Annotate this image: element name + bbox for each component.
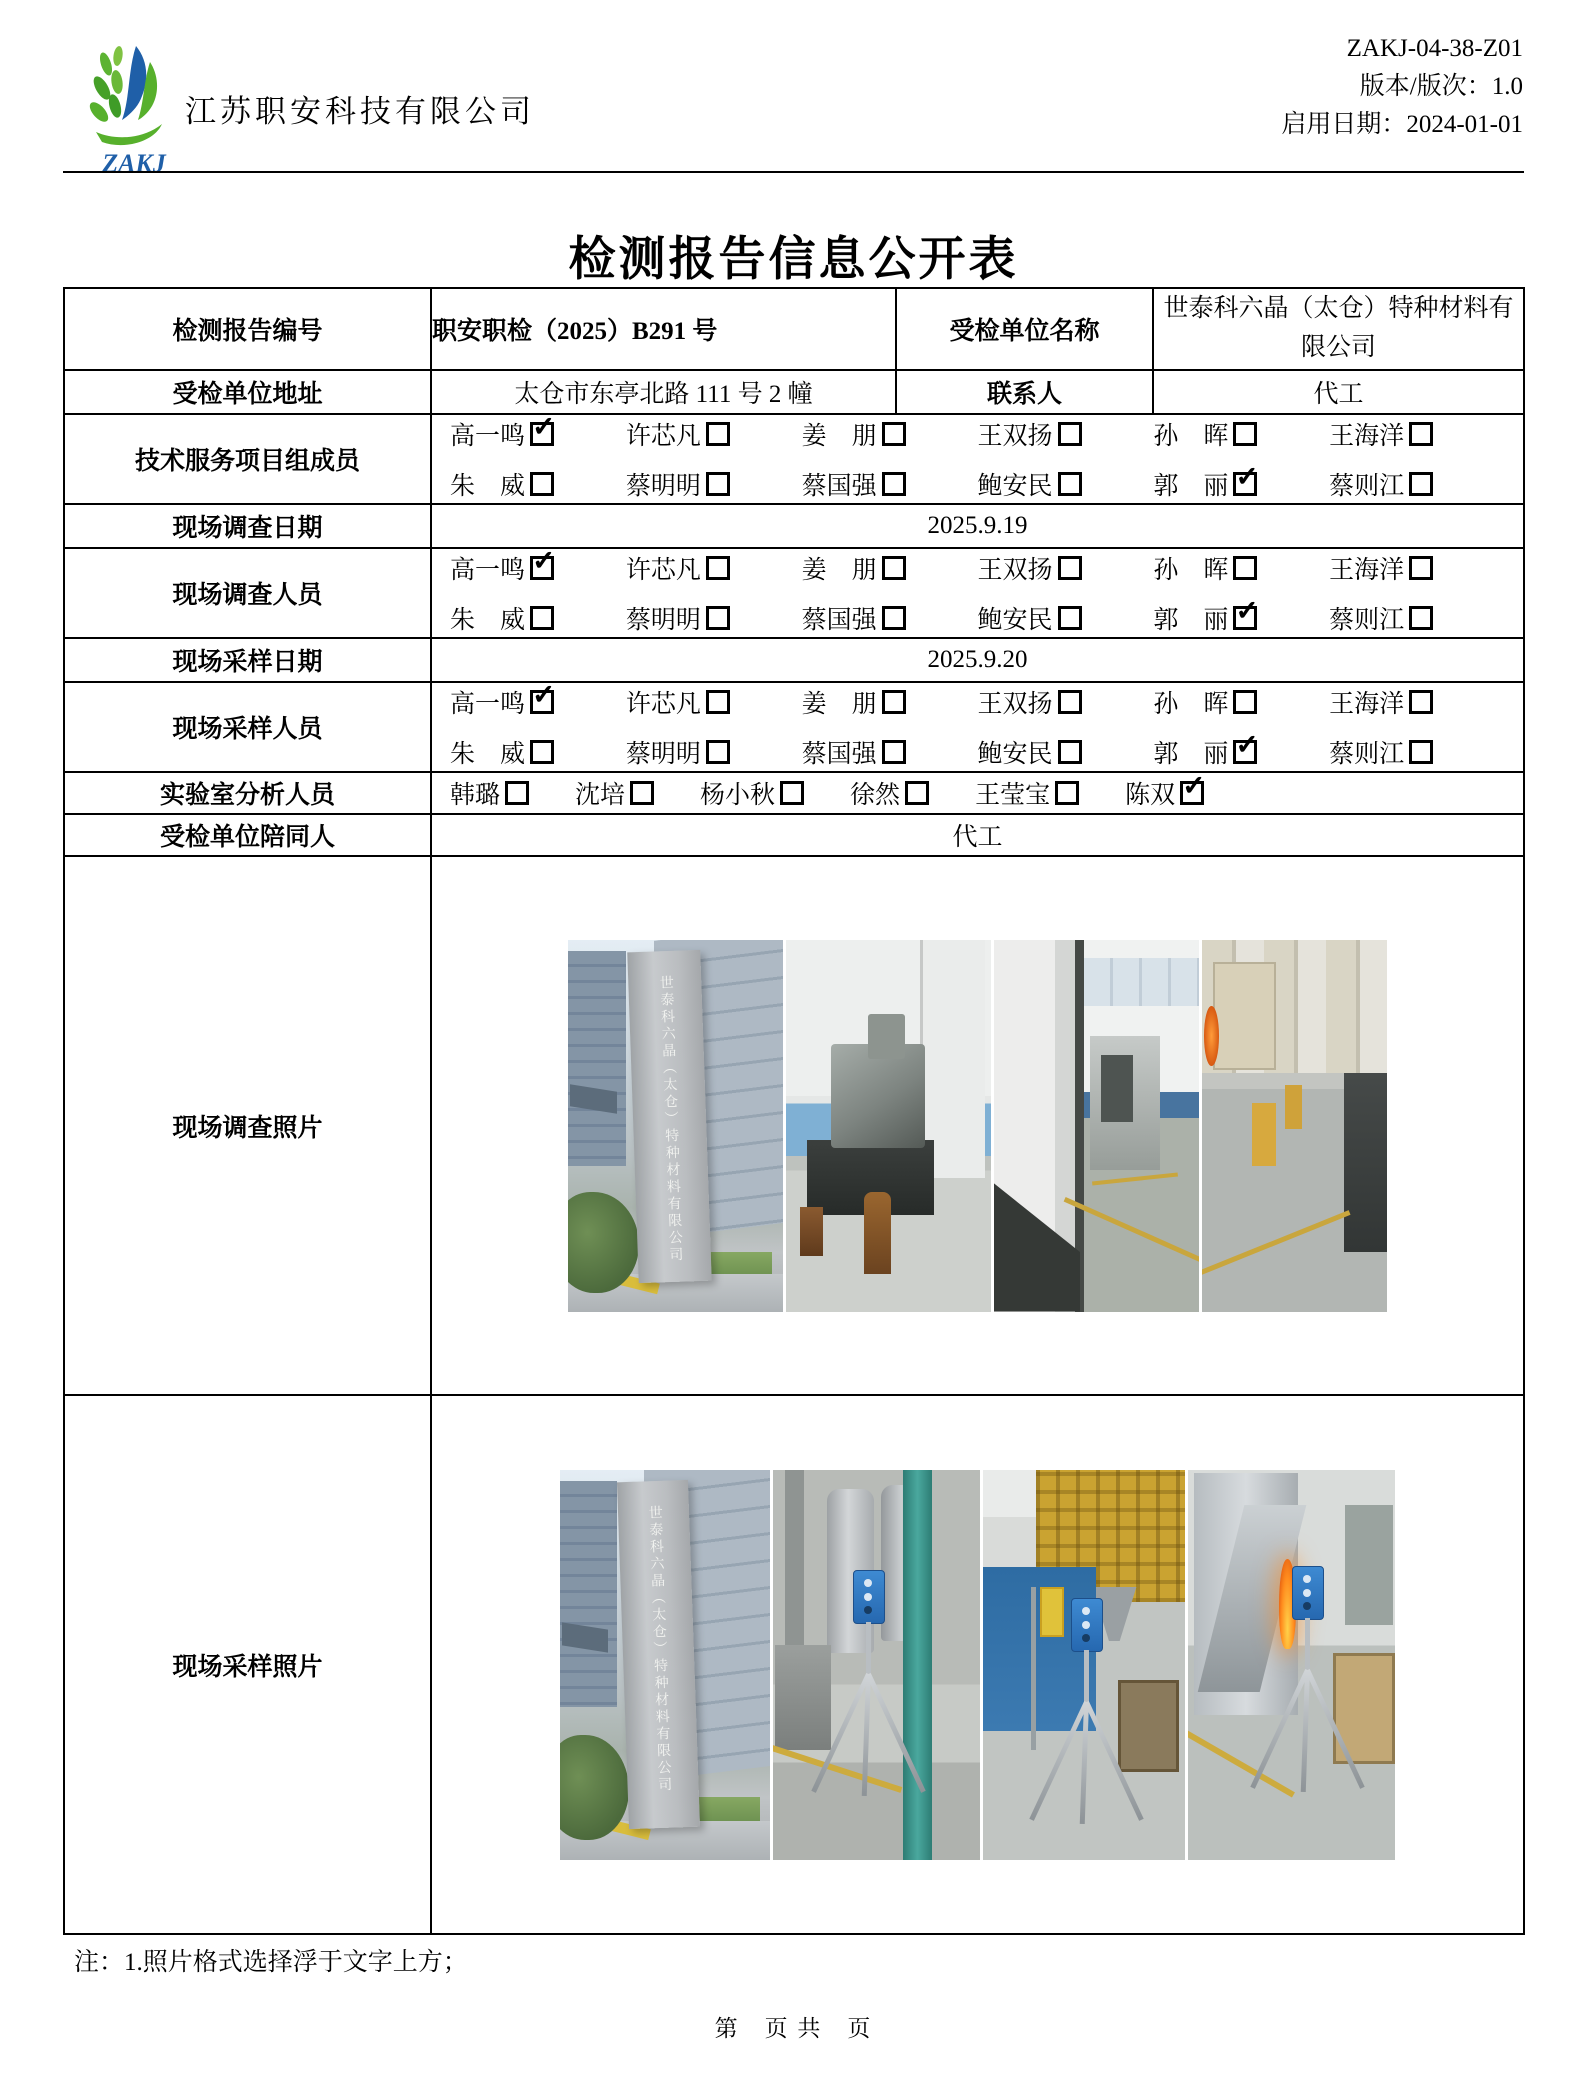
checkbox-icon [1233,690,1257,714]
row-report-no [64,288,1524,370]
member-item [626,550,802,586]
member-grid [432,684,1523,770]
tripod-leg [862,1673,871,1795]
cnc-window [1101,1055,1134,1122]
machine-body [831,1044,925,1148]
escort-label: 受检单位陪同人 [64,814,431,856]
checkbox-icon [905,781,929,805]
member-name: 许芯凡 [625,691,701,718]
wooden-stool [800,1207,823,1255]
tripod-sampler [1248,1566,1368,1811]
member-name: 高一鸣 [450,691,526,718]
checkbox-icon [1058,556,1082,580]
row-sampling-staff [64,682,1524,772]
member-item [626,734,802,770]
yellow-stool [1285,1085,1302,1130]
checkbox-icon [1409,690,1433,714]
sampling-date-value: 2025.9.20 [431,638,1524,682]
report-form-table [63,287,1525,1935]
checkbox-icon [530,690,554,714]
sign-text: 世泰科六晶（太仓）特种材料有限公司 [657,974,683,1264]
lab-label: 实验室分析人员 [64,772,431,814]
member-item [850,775,929,811]
member-name: 韩璐 [450,782,501,809]
checkbox-icon [706,740,730,764]
company-name: 江苏职安科技有限公司 [185,94,535,129]
checkbox-icon [1233,422,1257,446]
member-item [802,416,978,452]
survey-staff-cell [431,548,1524,638]
sign-pillar [627,949,712,1282]
survey-photos-cell [431,856,1524,1395]
tripod-sampler [809,1570,929,1815]
survey-photo-factory-aisle [1202,940,1387,1312]
member-grid [432,550,1523,636]
machine-top [868,1014,905,1059]
lab-members-cell [431,772,1524,814]
row-survey-staff [64,548,1524,638]
sampling-photo-company-sign [560,1470,770,1860]
unit-name-value: 世泰科六晶（太仓）特种材料有限公司 [1153,288,1524,370]
member-name: 蔡国强 [801,473,877,500]
member-item [450,600,626,636]
member-name: 蔡国强 [801,607,877,634]
member-name: 高一鸣 [450,423,526,450]
sampling-photos-label: 现场采样照片 [64,1395,431,1934]
checkbox-icon [1058,690,1082,714]
member-name: 王双扬 [977,691,1053,718]
member-item [626,466,802,502]
row-survey-photos [64,856,1524,1395]
member-name: 王莹宝 [975,782,1051,809]
member-name: 蔡明明 [625,741,701,768]
member-item [802,600,978,636]
member-item [450,775,529,811]
member-name: 陈双 [1125,782,1176,809]
checkbox-icon [505,781,529,805]
member-item [1153,684,1329,720]
wooden-stool [864,1192,891,1274]
checkbox-icon [882,690,906,714]
member-name: 王海洋 [1329,423,1405,450]
member-name: 王海洋 [1329,557,1405,584]
member-name: 孙 晖 [1153,691,1229,718]
member-name: 孙 晖 [1153,423,1229,450]
member-item [1329,466,1505,502]
member-item [450,466,626,502]
doc-start-date: 启用日期：2024-01-01 [1281,111,1523,138]
checkbox-icon [1409,606,1433,630]
row-address [64,370,1524,414]
member-item [450,684,626,720]
member-item [1153,734,1329,770]
member-item [450,550,626,586]
member-item [450,734,626,770]
checkbox-icon [1055,781,1079,805]
sampling-pump [853,1570,885,1624]
member-name: 朱 威 [450,607,526,634]
checkbox-icon [1058,472,1082,496]
member-name: 蔡则江 [1329,473,1405,500]
row-sampling-photos [64,1395,1524,1934]
row-escort [64,814,1524,856]
dark-cart [1344,1073,1387,1252]
member-item [1329,734,1505,770]
sampling-photos-cell [431,1395,1524,1934]
doc-meta [1281,30,1523,144]
checkbox-icon [1058,740,1082,764]
member-item [626,684,802,720]
member-name: 蔡明明 [625,473,701,500]
member-name: 蔡则江 [1329,607,1405,634]
checkbox-icon [1180,781,1204,805]
member-item [975,775,1079,811]
building-side [568,951,626,1167]
team-label: 技术服务项目组成员 [64,414,431,504]
member-name: 徐然 [850,782,901,809]
sampling-pump [1071,1598,1103,1652]
checkbox-icon [780,781,804,805]
member-item [626,416,802,452]
report-no-label: 检测报告编号 [64,288,431,370]
checkbox-icon [882,422,906,446]
survey-staff-label: 现场调查人员 [64,548,431,638]
member-item [802,466,978,502]
checkbox-icon [706,422,730,446]
tripod-leg [1080,1701,1089,1823]
doc-version: 版本/版次：1.0 [1359,73,1523,100]
tripod-column [866,1622,871,1680]
member-item [1125,775,1204,811]
contact-label: 联系人 [896,370,1153,414]
checkbox-icon [530,422,554,446]
member-item [575,775,654,811]
member-name: 鲍安民 [977,741,1053,768]
tripod-column [1305,1618,1310,1676]
member-item [1153,600,1329,636]
member-name: 王双扬 [977,423,1053,450]
sampling-pump [1292,1566,1324,1620]
member-item [626,600,802,636]
member-name: 姜 朋 [801,423,877,450]
member-name: 郭 丽 [1153,473,1229,500]
furnace-glow [1204,1006,1219,1066]
member-item [1329,550,1505,586]
checkbox-icon [882,740,906,764]
furnace-cabinet [1213,962,1276,1070]
member-item [802,734,978,770]
sampling-photo-strip [432,1470,1523,1860]
member-name: 高一鸣 [450,557,526,584]
team-members-cell [431,414,1524,504]
survey-photos-label: 现场调查照片 [64,856,431,1395]
member-name: 蔡则江 [1329,741,1405,768]
checkbox-icon [1233,472,1257,496]
member-item [1153,466,1329,502]
member-item [1153,550,1329,586]
member-item [1153,416,1329,452]
floor-yellow-line [1092,1173,1178,1186]
survey-photo-strip [432,940,1523,1312]
checkbox-icon [1233,556,1257,580]
sampling-date-label: 现场采样日期 [64,638,431,682]
sampling-staff-label: 现场采样人员 [64,682,431,772]
tripod-column [1084,1650,1089,1708]
member-name: 鲍安民 [977,607,1053,634]
building-side [560,1481,617,1707]
survey-photo-company-sign [568,940,783,1312]
member-item [977,684,1153,720]
checkbox-icon [530,740,554,764]
checkbox-icon [882,472,906,496]
sampling-staff-cell [431,682,1524,772]
lab-member-row [432,775,1523,811]
sampling-photo-hopper-area [983,1470,1185,1860]
checkbox-icon [882,606,906,630]
member-name: 许芯凡 [625,423,701,450]
member-item [1329,600,1505,636]
report-no-value: 职安职检（2025）B291 号 [431,288,896,370]
member-name: 郭 丽 [1153,741,1229,768]
checkbox-icon [1233,606,1257,630]
page-title: 检测报告信息公开表 [568,234,1019,286]
header-divider [63,171,1524,173]
checkbox-icon [1409,472,1433,496]
member-name: 郭 丽 [1153,607,1229,634]
checkbox-icon [630,781,654,805]
member-name: 姜 朋 [801,691,877,718]
checkbox-icon [530,606,554,630]
sign-pillar [617,1480,700,1829]
yellow-stool [1252,1103,1276,1166]
member-grid [432,416,1523,502]
checkbox-icon [1058,422,1082,446]
member-name: 王双扬 [977,557,1053,584]
row-lab [64,772,1524,814]
escort-value: 代工 [431,814,1524,856]
sign-text: 世泰科六晶（太仓）特种材料有限公司 [646,1504,672,1795]
footnote: 注：1.照片格式选择浮于文字上方； [74,1949,468,1976]
member-item [802,550,978,586]
member-name: 姜 朋 [801,557,877,584]
row-team [64,414,1524,504]
member-item [977,550,1153,586]
member-item [700,775,804,811]
sampling-photo-furnace [1188,1470,1395,1860]
member-item [802,684,978,720]
member-name: 沈培 [575,782,626,809]
member-name: 蔡明明 [625,607,701,634]
checkbox-icon [1233,740,1257,764]
member-item [977,734,1153,770]
tripod-leg [1305,1668,1364,1788]
company-logo-icon [84,36,184,178]
member-name: 许芯凡 [625,557,701,584]
member-name: 王海洋 [1329,691,1405,718]
member-name: 朱 威 [450,473,526,500]
row-survey-date [64,504,1524,548]
checkbox-icon [530,556,554,580]
checkbox-icon [882,556,906,580]
checkbox-icon [530,472,554,496]
window-band [1084,958,1199,1006]
contact-value: 代工 [1153,370,1524,414]
checkbox-icon [706,472,730,496]
checkbox-icon [1409,740,1433,764]
member-item [1329,684,1505,720]
member-item [977,466,1153,502]
unit-name-label: 受检单位名称 [896,288,1153,370]
page-footer: 第 页 共 页 [714,2016,873,2041]
member-item [977,600,1153,636]
tripod-leg [1084,1700,1143,1820]
svg-text:ZAKJ: ZAKJ [102,149,166,178]
checkbox-icon [1409,556,1433,580]
member-name: 朱 威 [450,741,526,768]
checkbox-icon [706,556,730,580]
address-value: 太仓市东亭北路 111 号 2 幢 [431,370,896,414]
tripod-leg [866,1672,925,1792]
tripod-sampler [1027,1598,1147,1843]
survey-date-label: 现场调查日期 [64,504,431,548]
checkbox-icon [1409,422,1433,446]
member-item [1329,416,1505,452]
member-name: 杨小秋 [700,782,776,809]
floor-yellow-line [1202,1211,1350,1281]
member-item [977,416,1153,452]
checkbox-icon [1058,606,1082,630]
sampling-photo-tanks [773,1470,980,1860]
member-name: 鲍安民 [977,473,1053,500]
member-name: 蔡国强 [801,741,877,768]
checkbox-icon [706,690,730,714]
survey-photo-workshop [786,940,991,1312]
survey-photo-cnc-machine [994,940,1199,1312]
checkbox-icon [706,606,730,630]
address-label: 受检单位地址 [64,370,431,414]
member-name: 孙 晖 [1153,557,1229,584]
survey-date-value: 2025.9.19 [431,504,1524,548]
member-item [450,416,626,452]
tripod-leg [1301,1669,1310,1791]
row-sampling-date [64,638,1524,682]
doc-code: ZAKJ-04-38-Z01 [1346,35,1523,62]
